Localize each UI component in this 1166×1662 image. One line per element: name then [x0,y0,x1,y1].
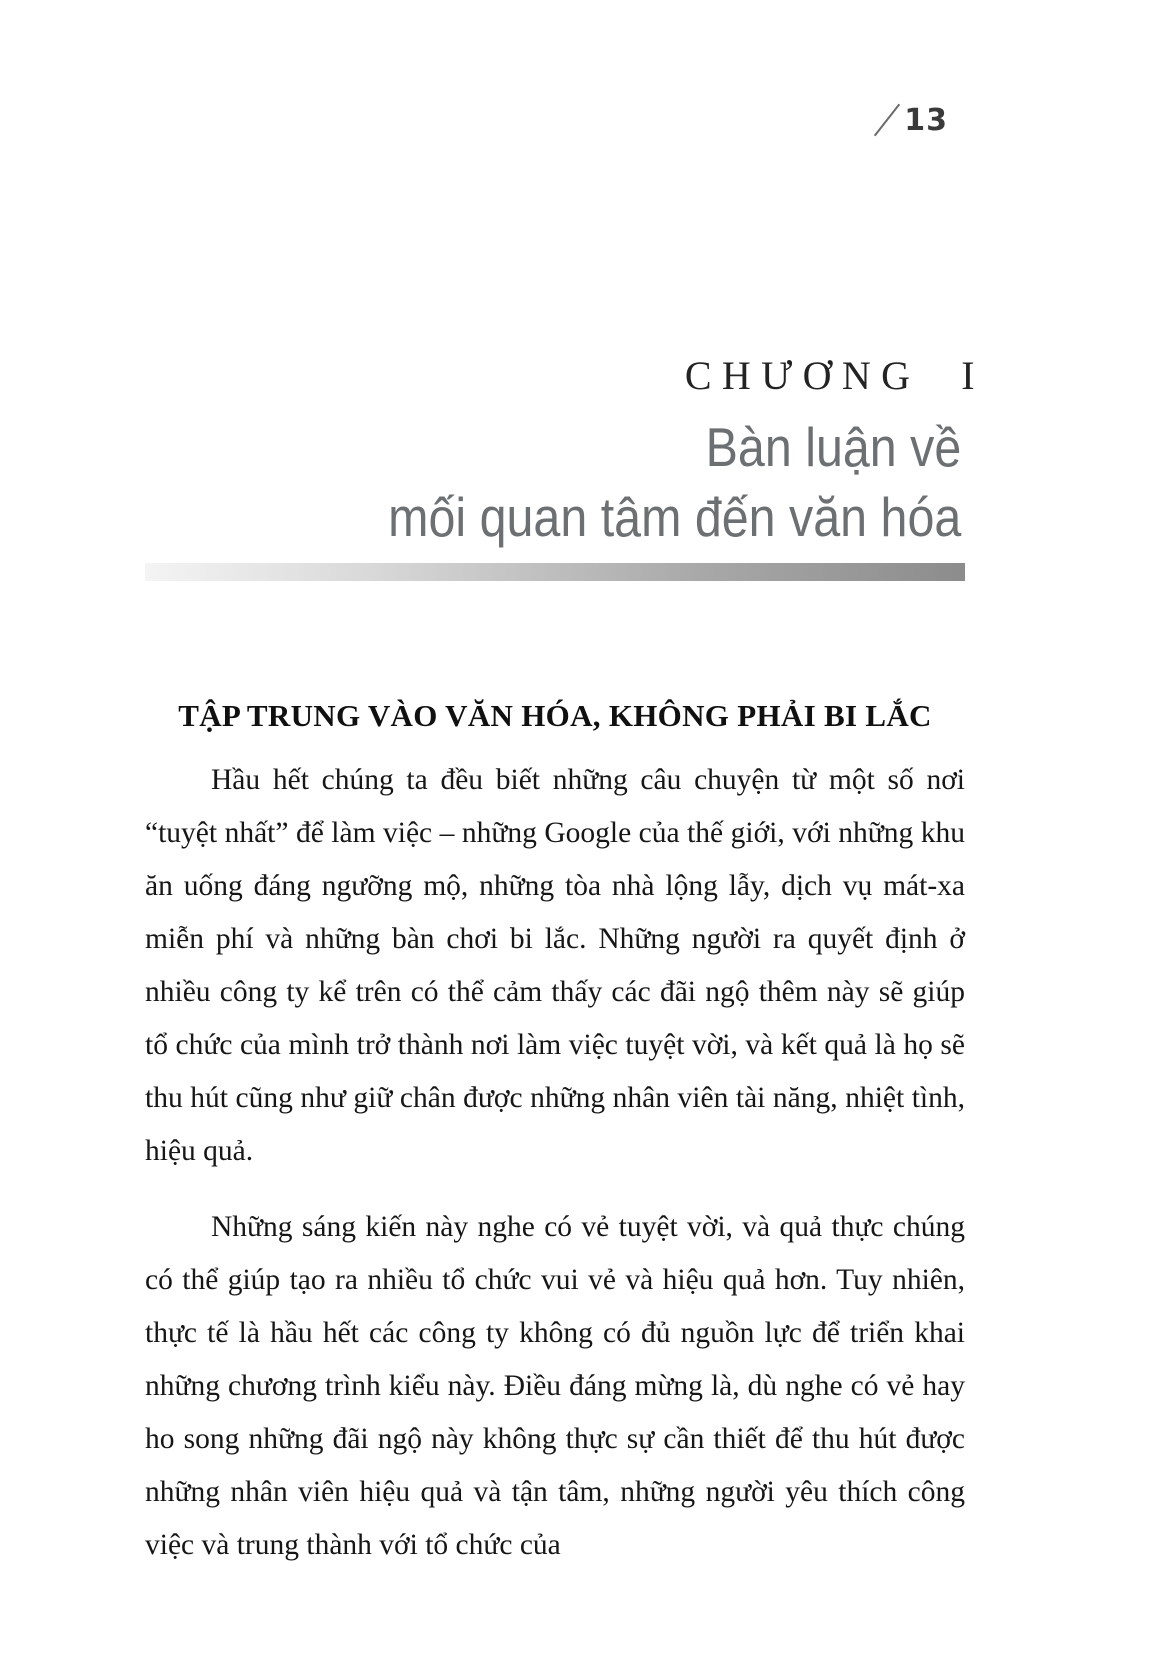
chapter-label: CHƯƠNG I [684,353,985,398]
gradient-divider-bar [145,563,965,581]
slash-mark-icon [874,104,900,137]
page-number-block [886,100,948,140]
paragraph: Những sáng kiến này nghe có vẻ tuyệt vời, và quả thực chúng có thể giúp tạo ra nhiều tổ chức vui vẻ và hiệu quả hơn. Tuy nhiên, thực tế là hầu hết các công ty không có đủ nguồn lực để triển khai những chương trình kiểu này. Điều đáng mừng là, dù nghe có vẻ hay ho song những đãi ngộ này không thực sự cần thiết để thu hút được những nhân viên hiệu quả và tận tâm, những người yêu thích công việc và trung thành với tổ chức của [145,1211,965,1561]
paragraph: Hầu hết chúng ta đều biết những câu chuyện từ một số nơi “tuyệt nhất” để làm việc – những Google của thế giới, với những khu ăn uống đáng ngưỡng mộ, những tòa nhà lộng lẫy, dịch vụ mát-xa miễn phí và những bàn chơi bi lắc. Những người ra quyết định ở nhiều công ty kể trên có thể cảm thấy các đãi ngộ thêm này sẽ giúp tổ chức của mình trở thành nơi làm việc tuyệt vời, và kết quả là họ sẽ thu hút cũng như giữ chân được những nhân viên tài năng, nhiệt tình, hiệu quả. [145,764,965,1167]
section-heading: TẬP TRUNG VÀO VĂN HÓA, KHÔNG PHẢI BI LẮC [178,698,932,733]
chapter-title-line2: mối quan tâm đến văn hóa [387,486,961,548]
body-content [145,698,965,1595]
chapter-title [388,412,961,552]
page-number: 13 [904,102,948,138]
chapter-title-line1: Bàn luận về [705,416,961,478]
